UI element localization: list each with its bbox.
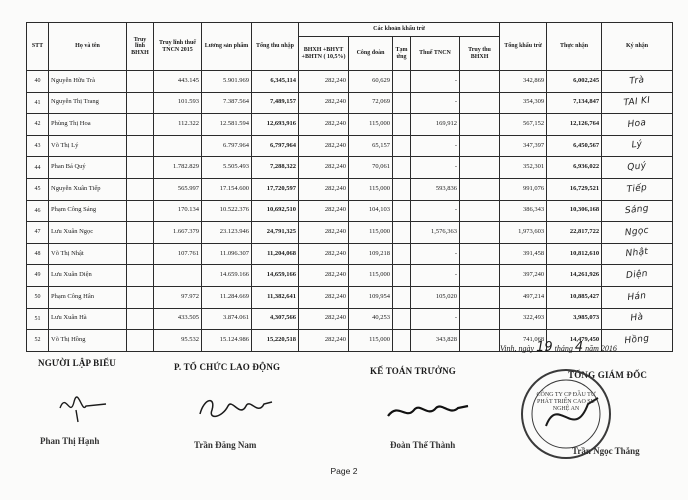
cell-tam-ung <box>393 243 411 265</box>
cell-thue-tncn: - <box>411 243 460 265</box>
preparer-signature <box>56 388 116 424</box>
cell-tam-ung <box>393 157 411 179</box>
handwritten-signature: Sáng <box>624 203 650 217</box>
table-row <box>27 135 673 157</box>
handwritten-signature: Trà <box>629 74 645 87</box>
header-thue-tncn: Thuế TNCN <box>411 37 460 71</box>
cell-truy-linh-bhxh <box>127 200 154 222</box>
cell-name: Phan Bá Quý <box>49 157 127 179</box>
cell-ky-nhan <box>602 178 673 200</box>
cell-truy-linh-bhxh <box>127 265 154 287</box>
cell-stt: 51 <box>27 308 49 330</box>
cell-tong-thu-nhap: 17,720,597 <box>252 178 299 200</box>
cell-luong-san-pham: 11.284.669 <box>202 286 252 308</box>
cell-stt: 50 <box>27 286 49 308</box>
handwritten-signature: Quý <box>627 160 647 173</box>
place-date-prefix: Vinh, ngày <box>500 344 535 353</box>
header-truy-linh-bhxh: Truy lĩnh BHXH <box>127 23 154 71</box>
cell-stt: 42 <box>27 114 49 136</box>
cell-truy-linh-bhxh <box>127 135 154 157</box>
header-thuc-nhan: Thực nhận <box>547 23 602 71</box>
cell-ky-nhan <box>602 135 673 157</box>
date-day: 19 <box>536 340 553 355</box>
cell-tong-thu-nhap: 6,797,964 <box>252 135 299 157</box>
cell-tam-ung <box>393 308 411 330</box>
cell-cong-doan: 115,000 <box>349 114 393 136</box>
header-tam-ung: Tạm ứng <box>393 37 411 71</box>
page-number: Page 2 <box>330 466 358 476</box>
cell-luong-san-pham: 17.154.600 <box>202 178 252 200</box>
cell-truy-linh-bhxh <box>127 157 154 179</box>
cell-tong-khau-tru: 1,973,603 <box>500 222 547 244</box>
cell-tam-ung <box>393 135 411 157</box>
cell-ky-nhan <box>602 265 673 287</box>
header-stt: STT <box>27 23 49 71</box>
cell-bhxh: 282,240 <box>299 157 349 179</box>
cell-truy-linh-thue: 170.134 <box>154 200 202 222</box>
cell-name: Phạm Công Sáng <box>49 200 127 222</box>
handwritten-signature: Hán <box>627 290 647 303</box>
cell-name: Phùng Thị Hoa <box>49 114 127 136</box>
cell-thue-tncn: - <box>411 308 460 330</box>
cell-thue-tncn: 1,576,363 <box>411 222 460 244</box>
cell-stt: 46 <box>27 200 49 222</box>
seal-text: CÔNG TY CP ĐẦU TƯ PHÁT TRIỂN CAO SU NGHỆ AN <box>536 392 596 413</box>
cell-tam-ung <box>393 286 411 308</box>
header-luong-san-pham: Lương sản phẩm <box>202 23 252 71</box>
cell-thue-tncn: - <box>411 135 460 157</box>
cell-stt: 43 <box>27 135 49 157</box>
cell-truy-linh-bhxh <box>127 92 154 114</box>
cell-ky-nhan <box>602 157 673 179</box>
cell-thue-tncn: 343,828 <box>411 330 460 352</box>
cell-tam-ung <box>393 71 411 93</box>
cell-tong-khau-tru: 342,869 <box>500 71 547 93</box>
cell-cong-doan: 115,000 <box>349 265 393 287</box>
cell-thuc-nhan: 10,885,427 <box>547 286 602 308</box>
handwritten-signature: Hồng <box>624 333 650 346</box>
cell-luong-san-pham: 7.387.564 <box>202 92 252 114</box>
cell-bhxh: 282,240 <box>299 114 349 136</box>
handwritten-signature: Diện <box>625 268 649 282</box>
place-date <box>500 340 617 355</box>
cell-truy-thu-bhxh <box>460 330 500 352</box>
cell-tong-thu-nhap: 6,345,114 <box>252 71 299 93</box>
cell-truy-linh-bhxh <box>127 178 154 200</box>
cell-thue-tncn: 105,020 <box>411 286 460 308</box>
table-row <box>27 157 673 179</box>
cell-thuc-nhan: 3,985,073 <box>547 308 602 330</box>
name-preparer: Phan Thị Hạnh <box>40 436 100 446</box>
cell-truy-linh-thue: 1.667.379 <box>154 222 202 244</box>
cell-luong-san-pham: 5.901.969 <box>202 71 252 93</box>
cell-tong-thu-nhap: 12,693,916 <box>252 114 299 136</box>
cell-thuc-nhan: 6,450,567 <box>547 135 602 157</box>
cell-tong-khau-tru: 347,397 <box>500 135 547 157</box>
table-row <box>27 92 673 114</box>
cell-name: Lưu Xuân Diện <box>49 265 127 287</box>
cell-name: Nguyễn Thị Trang <box>49 92 127 114</box>
cell-luong-san-pham: 6.797.964 <box>202 135 252 157</box>
table-row <box>27 265 673 287</box>
table-row <box>27 178 673 200</box>
cell-tong-thu-nhap: 7,489,157 <box>252 92 299 114</box>
cell-truy-thu-bhxh <box>460 135 500 157</box>
cell-tong-khau-tru: 354,309 <box>500 92 547 114</box>
cell-tong-thu-nhap: 4,307,566 <box>252 308 299 330</box>
cell-bhxh: 282,240 <box>299 222 349 244</box>
cell-name: Lưu Xuân Ngọc <box>49 222 127 244</box>
cell-luong-san-pham: 12.581.594 <box>202 114 252 136</box>
handwritten-signature: TAI KI <box>623 95 651 109</box>
header-cong-doan: Công đoàn <box>349 37 393 71</box>
cell-truy-linh-bhxh <box>127 222 154 244</box>
cell-truy-linh-bhxh <box>127 330 154 352</box>
cell-thuc-nhan: 10,812,610 <box>547 243 602 265</box>
cell-cong-doan: 72,069 <box>349 92 393 114</box>
cell-tong-thu-nhap: 11,382,641 <box>252 286 299 308</box>
cell-thuc-nhan: 22,817,722 <box>547 222 602 244</box>
cell-ky-nhan <box>602 114 673 136</box>
cell-truy-thu-bhxh <box>460 243 500 265</box>
cell-truy-thu-bhxh <box>460 92 500 114</box>
cell-tong-khau-tru: 397,240 <box>500 265 547 287</box>
cell-ky-nhan <box>602 71 673 93</box>
cell-tam-ung <box>393 265 411 287</box>
cell-bhxh: 282,240 <box>299 92 349 114</box>
cell-thuc-nhan: 6,002,245 <box>547 71 602 93</box>
cell-truy-linh-thue: 95.532 <box>154 330 202 352</box>
handwritten-signature: Hoa <box>627 117 647 130</box>
cell-ky-nhan <box>602 308 673 330</box>
name-hr: Trần Đăng Nam <box>194 440 257 450</box>
cell-bhxh: 282,240 <box>299 135 349 157</box>
header-cac-khoan-khau-tru: Các khoản khấu trừ <box>299 23 500 37</box>
cell-stt: 52 <box>27 330 49 352</box>
cell-ky-nhan <box>602 222 673 244</box>
cell-stt: 49 <box>27 265 49 287</box>
cell-tong-khau-tru: 741,068 <box>500 330 547 352</box>
cell-stt: 47 <box>27 222 49 244</box>
cell-name: Phạm Công Hân <box>49 286 127 308</box>
cell-cong-doan: 115,000 <box>349 330 393 352</box>
handwritten-signature: Hà <box>630 312 644 324</box>
cell-thue-tncn: - <box>411 157 460 179</box>
cell-tong-khau-tru: 497,214 <box>500 286 547 308</box>
cell-truy-linh-thue: 107.761 <box>154 243 202 265</box>
cell-truy-linh-thue: 565.997 <box>154 178 202 200</box>
cell-thue-tncn: 593,836 <box>411 178 460 200</box>
cell-name: Võ Thị Hồng <box>49 330 127 352</box>
cell-stt: 41 <box>27 92 49 114</box>
cell-bhxh: 282,240 <box>299 200 349 222</box>
table-row <box>27 308 673 330</box>
cell-name: Nguyễn Hữu Trà <box>49 71 127 93</box>
cell-truy-linh-bhxh <box>127 286 154 308</box>
cell-truy-linh-bhxh <box>127 308 154 330</box>
cell-tong-thu-nhap: 10,692,510 <box>252 200 299 222</box>
cell-ky-nhan <box>602 200 673 222</box>
cell-ky-nhan <box>602 92 673 114</box>
cell-truy-linh-thue: 1.782.829 <box>154 157 202 179</box>
header-truy-linh-thue: Truy lĩnh thuế TNCN 2015 <box>154 23 202 71</box>
cell-tam-ung <box>393 200 411 222</box>
cell-cong-doan: 109,954 <box>349 286 393 308</box>
cell-cong-doan: 109,218 <box>349 243 393 265</box>
hr-signature <box>196 390 276 426</box>
table-row <box>27 200 673 222</box>
cell-name: Võ Thị Nhật <box>49 243 127 265</box>
cell-luong-san-pham: 11.096.307 <box>202 243 252 265</box>
cell-truy-linh-thue <box>154 135 202 157</box>
name-director: Trần Ngọc Thắng <box>572 446 640 456</box>
role-chief-accountant: KẾ TOÁN TRƯỞNG <box>370 366 456 376</box>
cell-tong-thu-nhap: 14,659,166 <box>252 265 299 287</box>
cell-truy-thu-bhxh <box>460 114 500 136</box>
cell-truy-linh-thue: 433.505 <box>154 308 202 330</box>
table-row <box>27 243 673 265</box>
cell-cong-doan: 65,157 <box>349 135 393 157</box>
cell-ky-nhan <box>602 243 673 265</box>
cell-thuc-nhan: 12,126,764 <box>547 114 602 136</box>
cell-truy-linh-thue: 97.972 <box>154 286 202 308</box>
payroll-table <box>26 22 673 352</box>
cell-tong-thu-nhap: 24,791,325 <box>252 222 299 244</box>
header-tong-khau-tru: Tổng khấu trừ <box>500 23 547 71</box>
cell-luong-san-pham: 10.522.376 <box>202 200 252 222</box>
cell-truy-thu-bhxh <box>460 265 500 287</box>
cell-cong-doan: 104,103 <box>349 200 393 222</box>
cell-stt: 44 <box>27 157 49 179</box>
header-tong-thu-nhap: Tổng thu nhập <box>252 23 299 71</box>
handwritten-signature: Lý <box>631 139 643 151</box>
cell-bhxh: 282,240 <box>299 265 349 287</box>
cell-luong-san-pham: 23.123.946 <box>202 222 252 244</box>
cell-stt: 40 <box>27 71 49 93</box>
cell-bhxh: 282,240 <box>299 308 349 330</box>
header-name: Họ và tên <box>49 23 127 71</box>
cell-tam-ung <box>393 114 411 136</box>
cell-truy-thu-bhxh <box>460 222 500 244</box>
cell-truy-thu-bhxh <box>460 308 500 330</box>
role-director: TỔNG GIÁM ĐỐC <box>568 370 648 380</box>
cell-ky-nhan <box>602 286 673 308</box>
role-hr: P. TỔ CHỨC LAO ĐỘNG <box>174 362 281 372</box>
cell-tong-thu-nhap: 7,288,322 <box>252 157 299 179</box>
cell-stt: 48 <box>27 243 49 265</box>
handwritten-signature: Nhật <box>625 247 649 260</box>
cell-truy-thu-bhxh <box>460 178 500 200</box>
cell-tam-ung <box>393 92 411 114</box>
cell-bhxh: 282,240 <box>299 243 349 265</box>
cell-thue-tncn: - <box>411 71 460 93</box>
cell-name: Võ Thị Lý <box>49 135 127 157</box>
cell-tong-thu-nhap: 11,204,068 <box>252 243 299 265</box>
cell-thuc-nhan: 16,729,521 <box>547 178 602 200</box>
cell-luong-san-pham: 3.874.061 <box>202 308 252 330</box>
cell-tam-ung <box>393 330 411 352</box>
cell-thuc-nhan: 6,936,022 <box>547 157 602 179</box>
cell-truy-thu-bhxh <box>460 157 500 179</box>
cell-thuc-nhan: 10,306,168 <box>547 200 602 222</box>
cell-luong-san-pham: 15.124.986 <box>202 330 252 352</box>
cell-thuc-nhan: 14,261,926 <box>547 265 602 287</box>
cell-name: Nguyễn Xuân Tiếp <box>49 178 127 200</box>
cell-luong-san-pham: 5.505.493 <box>202 157 252 179</box>
cell-thue-tncn: - <box>411 265 460 287</box>
cell-truy-thu-bhxh <box>460 200 500 222</box>
cell-truy-linh-bhxh <box>127 243 154 265</box>
cell-tong-khau-tru: 322,493 <box>500 308 547 330</box>
cell-name: Lưu Xuân Hà <box>49 308 127 330</box>
table-row <box>27 222 673 244</box>
cell-truy-linh-thue <box>154 265 202 287</box>
cell-truy-linh-thue: 443.145 <box>154 71 202 93</box>
cell-bhxh: 282,240 <box>299 178 349 200</box>
cell-thuc-nhan: 7,134,847 <box>547 92 602 114</box>
cell-cong-doan: 70,061 <box>349 157 393 179</box>
cell-tong-khau-tru: 567,152 <box>500 114 547 136</box>
cell-tong-khau-tru: 391,458 <box>500 243 547 265</box>
date-month-label: tháng <box>554 344 573 353</box>
cell-tam-ung <box>393 222 411 244</box>
cell-cong-doan: 115,000 <box>349 222 393 244</box>
cell-bhxh: 282,240 <box>299 71 349 93</box>
cell-thue-tncn: 169,912 <box>411 114 460 136</box>
cell-cong-doan: 40,253 <box>349 308 393 330</box>
cell-stt: 45 <box>27 178 49 200</box>
date-month: 4 <box>574 340 584 355</box>
role-preparer: NGƯỜI LẬP BIỂU <box>38 358 116 368</box>
cell-truy-thu-bhxh <box>460 71 500 93</box>
cell-truy-linh-thue: 112.322 <box>154 114 202 136</box>
cell-truy-linh-thue: 101.593 <box>154 92 202 114</box>
cell-thue-tncn: - <box>411 92 460 114</box>
cell-cong-doan: 115,000 <box>349 178 393 200</box>
table-row <box>27 114 673 136</box>
date-year-label: năm 2016 <box>585 344 617 353</box>
header-truy-thu-bhxh: Truy thu BHXH <box>460 37 500 71</box>
cell-thuc-nhan: 14,479,450 <box>547 330 602 352</box>
cell-luong-san-pham: 14.659.166 <box>202 265 252 287</box>
table-row <box>27 286 673 308</box>
cell-truy-thu-bhxh <box>460 286 500 308</box>
cell-tong-thu-nhap: 15,220,518 <box>252 330 299 352</box>
chief-accountant-signature <box>384 396 470 426</box>
cell-truy-linh-bhxh <box>127 114 154 136</box>
cell-tong-khau-tru: 352,301 <box>500 157 547 179</box>
cell-truy-linh-bhxh <box>127 71 154 93</box>
table-row <box>27 71 673 93</box>
cell-bhxh: 282,240 <box>299 286 349 308</box>
handwritten-signature: Tiếp <box>626 182 648 195</box>
cell-bhxh: 282,240 <box>299 330 349 352</box>
cell-cong-doan: 60,629 <box>349 71 393 93</box>
cell-thue-tncn: - <box>411 200 460 222</box>
header-bhxh: BHXH +BHYT +BHTN ( 10,5%) <box>299 37 349 71</box>
cell-tong-khau-tru: 991,076 <box>500 178 547 200</box>
handwritten-signature: Ngọc <box>624 225 650 238</box>
header-ky-nhan: Ký nhận <box>602 23 673 71</box>
cell-tong-khau-tru: 386,343 <box>500 200 547 222</box>
name-chief-accountant: Đoàn Thế Thành <box>390 440 456 450</box>
cell-tam-ung <box>393 178 411 200</box>
